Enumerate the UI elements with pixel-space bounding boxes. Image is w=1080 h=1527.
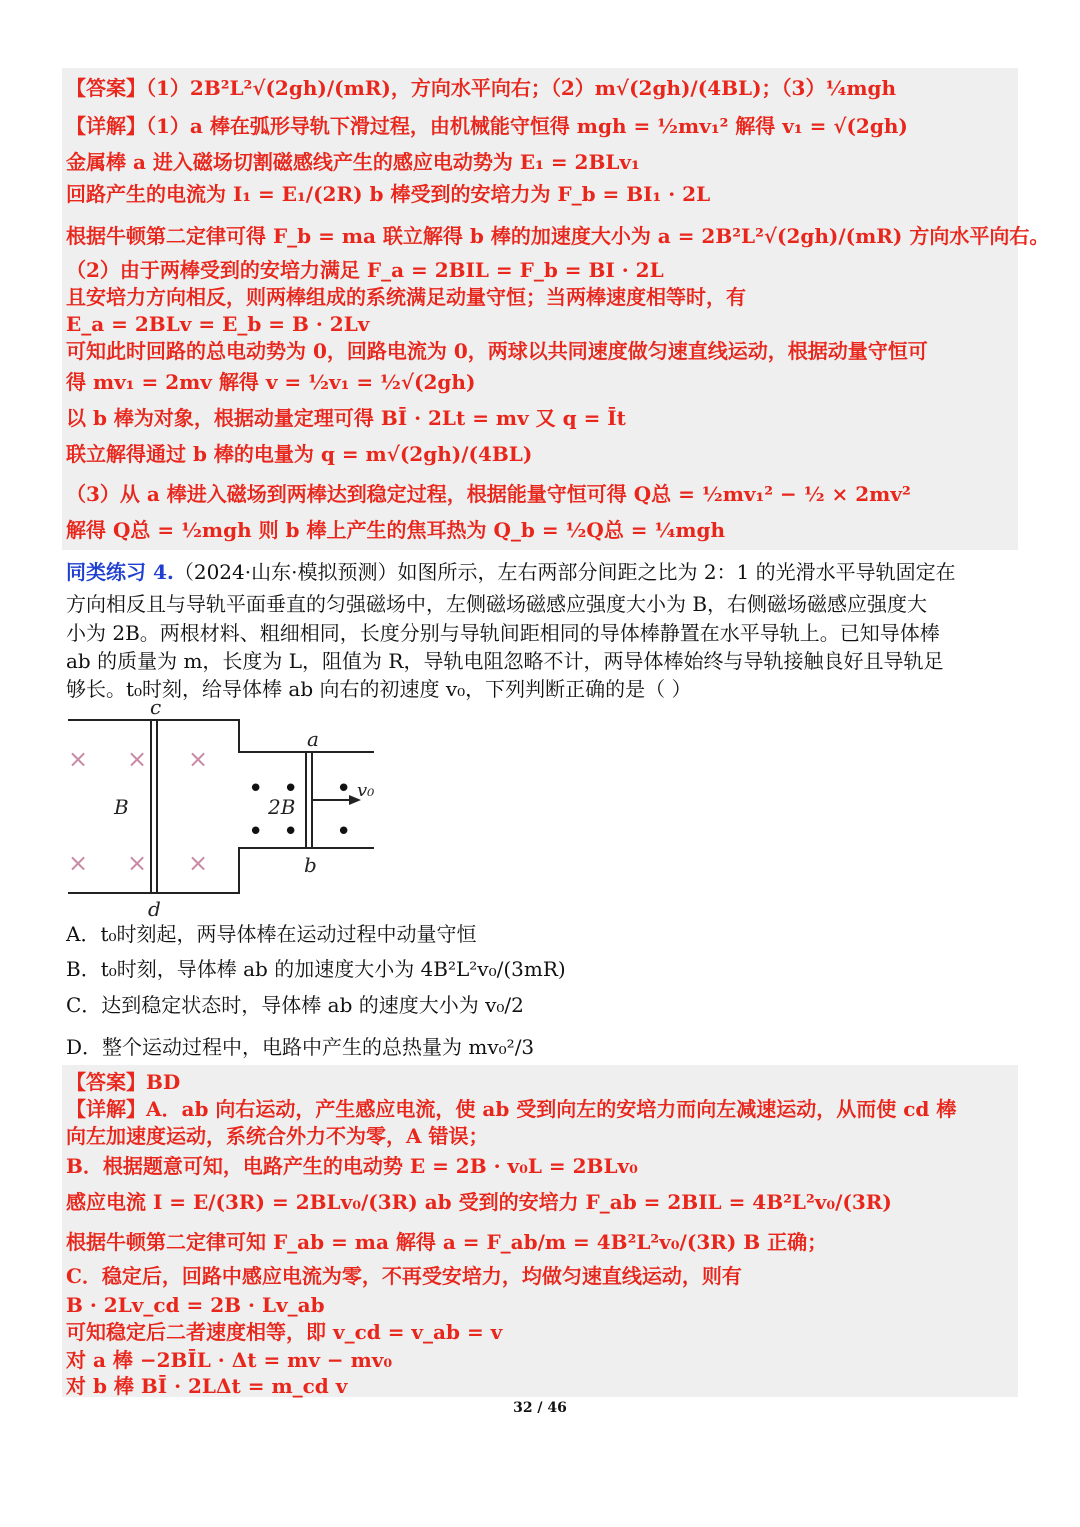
answer-line: 回路产生的电流为 I₁ = E₁/(2R) b 棒受到的安培力为 F_b = BI₁ · 2L	[66, 182, 711, 206]
option-d: D．整个运动过程中，电路中产生的总热量为 mv₀²/3	[66, 1035, 535, 1059]
answer-line: B · 2Lv_cd = 2B · Lv_ab	[66, 1293, 325, 1317]
answer-line: 对 a 棒 −2BĪL · Δt = mv − mv₀	[66, 1348, 393, 1372]
answer-line: E_a = 2BLv = E_b = B · 2Lv	[66, 312, 370, 336]
cross-mark: ×	[127, 849, 148, 877]
answer-line: 金属棒 a 进入磁场切割磁感线产生的感应电动势为 E₁ = 2BLv₁	[66, 150, 640, 174]
dot-mark: •	[336, 774, 352, 804]
answer-line: 解得 Q总 = ½mgh 则 b 棒上产生的焦耳热为 Q_b = ½Q总 = ¼mgh	[66, 518, 726, 542]
answer-line: 以 b 棒为对象，根据动量定理可得 BĪ · 2Lt = mv 又 q = Īt	[66, 406, 626, 430]
question-line: 够长。t₀时刻，给导体棒 ab 向右的初速度 v₀，下列判断正确的是（ ）	[66, 677, 692, 701]
question-line: 小为 2B。两根材料、粗细相同，长度分别与导轨间距相同的导体棒静置在水平导轨上。已知导体棒	[66, 621, 940, 645]
answer-line: 【答案】（1）2B²L²√(2gh)/(mR)，方向水平向右；（2）m√(2gh)/(4BL)；（3）¼mgh	[66, 76, 897, 100]
rail-bottom	[68, 848, 374, 893]
answer-line: 向左加速度运动，系统合外力不为零，A 错误；	[66, 1124, 489, 1148]
answer-line: C．稳定后，回路中感应电流为零，不再受安培力，均做匀速直线运动，则有	[66, 1264, 742, 1288]
label-v0: v₀	[357, 780, 375, 801]
answer-line: 根据牛顿第二定律可知 F_ab = ma 解得 a = F_ab/m = 4B²L²v₀/(3R) B 正确；	[66, 1230, 828, 1254]
answer-line: 且安培力方向相反，则两棒组成的系统满足动量守恒；当两棒速度相等时，有	[66, 285, 746, 309]
label-d: d	[148, 897, 161, 920]
dot-mark: •	[283, 817, 299, 847]
label-field-B: B	[114, 795, 129, 819]
label-c: c	[150, 700, 162, 719]
answer-line: 联立解得通过 b 棒的电量为 q = m√(2gh)/(4BL)	[66, 442, 533, 466]
cross-mark: ×	[68, 849, 89, 877]
option-b: B．t₀时刻，导体棒 ab 的加速度大小为 4B²L²v₀/(3mR)	[66, 957, 566, 981]
answer-line: 得 mv₁ = 2mv 解得 v = ½v₁ = ½√(2gh)	[66, 370, 476, 394]
label-field-2B: 2B	[268, 795, 296, 819]
question-line: （2024·山东·模拟预测）如图所示，左右两部分间距之比为 2：1 的光滑水平导轨固定在	[173, 560, 956, 584]
question-line: 方向相反且与导轨平面垂直的匀强磁场中，左侧磁场磁感应强度大小为 B，右侧磁场磁感应强度大	[66, 592, 928, 616]
answer-line: 【详解】A．ab 向右运动，产生感应电流，使 ab 受到向左的安培力而向左减速运动，从而使 cd 棒	[66, 1097, 957, 1121]
question-label: 同类练习 4.	[66, 560, 174, 584]
cross-mark: ×	[188, 745, 209, 773]
cross-mark: ×	[188, 849, 209, 877]
answer-line: B．根据题意可知，电路产生的电动势 E = 2B · v₀L = 2BLv₀	[66, 1154, 638, 1178]
answer-line: 【详解】（1）a 棒在弧形导轨下滑过程，由机械能守恒得 mgh = ½mv₁² 解得 v₁ = √(2gh)	[66, 114, 908, 138]
answer-line: 感应电流 I = E/(3R) = 2BLv₀/(3R) ab 受到的安培力 F_ab = 2BIL = 4B²L²v₀/(3R)	[66, 1190, 892, 1214]
label-b: b	[304, 853, 317, 877]
answer-line: 【答案】BD	[66, 1070, 181, 1094]
dot-mark: •	[283, 774, 299, 804]
answer-line: 可知稳定后二者速度相等，即 v_cd = v_ab = v	[66, 1320, 503, 1344]
page-number: 32 / 46	[513, 1400, 567, 1416]
answer-line: 根据牛顿第二定律可得 F_b = ma 联立解得 b 棒的加速度大小为 a = 2B²L²√(2gh)/(mR) 方向水平向右。	[66, 224, 1050, 248]
dot-mark: •	[248, 817, 264, 847]
answer-line: （3）从 a 棒进入磁场到两棒达到稳定过程，根据能量守恒可得 Q总 = ½mv₁² − ½ × 2mv²	[66, 482, 911, 506]
cross-mark: ×	[68, 745, 89, 773]
answer-line: 对 b 棒 BĪ · 2LΔt = m_cd v	[66, 1374, 348, 1398]
dot-mark: •	[336, 817, 352, 847]
cross-mark: ×	[127, 745, 148, 773]
label-a: a	[307, 727, 319, 751]
option-a: A．t₀时刻起，两导体棒在运动过程中动量守恒	[66, 922, 477, 946]
question-line: ab 的质量为 m，长度为 L，阻值为 R，导轨电阻忽略不计，两导体棒始终与导轨接触良好且导轨足	[66, 649, 944, 673]
rail-top	[68, 720, 374, 752]
option-c: C．达到稳定状态时，导体棒 ab 的速度大小为 v₀/2	[66, 993, 524, 1017]
answer-line: 可知此时回路的总电动势为 0，回路电流为 0，两球以共同速度做匀速直线运动，根据动量守恒可	[66, 339, 928, 363]
rail-diagram	[64, 700, 384, 920]
answer-line: （2）由于两棒受到的安培力满足 F_a = 2BIL = F_b = BI · 2L	[66, 258, 664, 282]
dot-mark: •	[248, 774, 264, 804]
